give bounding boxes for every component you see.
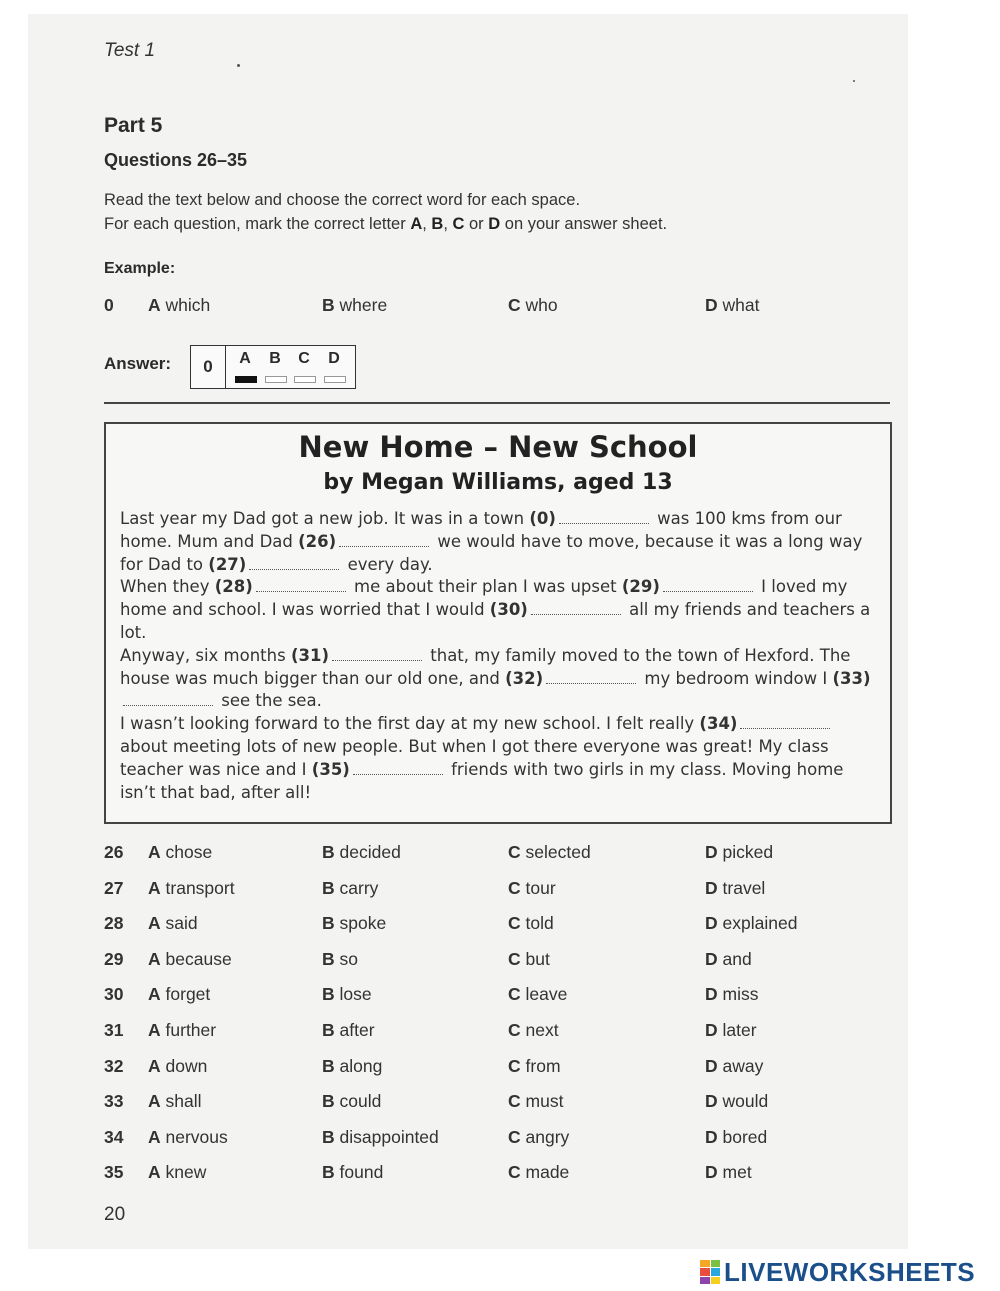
gap-27[interactable] bbox=[249, 557, 339, 570]
example-option-c: C who bbox=[508, 295, 558, 315]
question-number: 27 bbox=[104, 877, 124, 898]
answer-option-b[interactable]: B carry bbox=[322, 877, 379, 898]
story-paragraph-2: When they (28) me about their plan I was upset (29) I loved my home and school. I was worried that I would (30) all my friends and teachers a lot. bbox=[120, 577, 871, 642]
answer-option-b[interactable]: B so bbox=[322, 948, 358, 969]
answer-option-b[interactable]: B after bbox=[322, 1020, 375, 1040]
question-row bbox=[0, 949, 1000, 973]
answer-option-a[interactable]: A transport bbox=[148, 877, 235, 898]
example-label: Example: bbox=[104, 260, 176, 277]
answer-option-d[interactable]: D would bbox=[705, 1091, 769, 1112]
answer-letter-c: C bbox=[298, 350, 310, 367]
answer-option-d[interactable]: D picked bbox=[705, 842, 774, 862]
scan-speck bbox=[853, 80, 855, 82]
question-number: 31 bbox=[104, 1020, 124, 1040]
answer-option-a[interactable]: A shall bbox=[148, 1091, 202, 1112]
question-number: 35 bbox=[104, 1162, 124, 1183]
gap-34[interactable] bbox=[740, 716, 830, 729]
gap-29[interactable] bbox=[663, 579, 753, 592]
section-divider bbox=[104, 402, 890, 404]
question-row bbox=[0, 1056, 1000, 1080]
answer-option-a[interactable]: A nervous bbox=[148, 1126, 228, 1147]
instructions bbox=[104, 188, 667, 236]
question-row bbox=[0, 1091, 1000, 1115]
gap-35[interactable] bbox=[353, 762, 443, 775]
answer-option-d[interactable]: D travel bbox=[705, 877, 766, 898]
page-number: 20 bbox=[104, 1204, 126, 1225]
question-number: 34 bbox=[104, 1126, 124, 1147]
answer-option-b[interactable]: B decided bbox=[322, 842, 401, 862]
answer-option-a[interactable]: A because bbox=[148, 948, 232, 969]
question-row bbox=[0, 984, 1000, 1008]
question-number: 30 bbox=[104, 984, 124, 1005]
answer-option-b[interactable]: B spoke bbox=[322, 913, 387, 934]
answer-option-c[interactable]: C from bbox=[508, 1055, 561, 1076]
story-paragraph-4: I wasn’t looking forward to the first day at my new school. I felt really (34) about meeting lots of new people. But when I got there everyone was great! My class teacher was nice and I (35) friends with two girls in my class. Moving home isn’t that bad, after all! bbox=[120, 714, 844, 802]
example-option-d: D what bbox=[705, 295, 760, 315]
story-paragraph-1: Last year my Dad got a new job. It was in a town (0) was 100 kms from our home. Mum and Dad (26) we would have to move, because it was a long way for Dad to (27) every day. bbox=[120, 509, 863, 574]
answer-option-a[interactable]: A chose bbox=[148, 842, 213, 862]
story-paragraph-3: Anyway, six months (31) that, my family moved to the town of Hexford. The house was much bigger than our old one, and (32) my bedroom window I (33) see the sea. bbox=[120, 645, 871, 711]
example-number: 0 bbox=[104, 295, 114, 315]
answer-letter-d: D bbox=[328, 350, 340, 367]
answer-letter-a: A bbox=[239, 350, 251, 367]
answer-option-d[interactable]: D later bbox=[705, 1020, 757, 1040]
answer-option-b[interactable]: B along bbox=[322, 1055, 383, 1076]
answer-option-c[interactable]: C made bbox=[508, 1162, 570, 1183]
gap-30[interactable] bbox=[531, 602, 621, 615]
answer-number: 0 bbox=[191, 346, 226, 388]
instruction-line-2: For each question, mark the correct letter A, B, C or D on your answer sheet. bbox=[104, 215, 668, 233]
question-number: 33 bbox=[104, 1091, 124, 1112]
liveworksheets-logo[interactable] bbox=[700, 1258, 975, 1286]
answer-letter-b: B bbox=[269, 350, 281, 367]
gap-0 bbox=[559, 511, 649, 524]
answer-option-d[interactable]: D bored bbox=[705, 1126, 768, 1147]
gap-31[interactable] bbox=[332, 648, 422, 661]
answer-option-c[interactable]: C but bbox=[508, 948, 550, 969]
liveworksheets-logo-icon bbox=[700, 1260, 720, 1284]
question-row bbox=[0, 1162, 1000, 1186]
answer-option-d[interactable]: D away bbox=[705, 1055, 764, 1076]
answer-option-d[interactable]: D miss bbox=[705, 984, 759, 1005]
answer-option-c[interactable]: C next bbox=[508, 1020, 559, 1040]
question-number: 32 bbox=[104, 1055, 124, 1076]
answer-label: Answer: bbox=[104, 354, 172, 373]
answer-mark-a bbox=[235, 376, 257, 383]
answer-option-a[interactable]: A said bbox=[148, 913, 198, 934]
question-range: Questions 26–35 bbox=[104, 150, 248, 170]
story-title: New Home – New School bbox=[298, 430, 698, 464]
answer-mark-b bbox=[265, 376, 287, 383]
question-row bbox=[0, 913, 1000, 937]
answer-option-c[interactable]: C angry bbox=[508, 1126, 570, 1147]
answer-option-b[interactable]: B disappointed bbox=[322, 1126, 439, 1147]
scan-speck bbox=[237, 64, 240, 67]
answer-option-c[interactable]: C leave bbox=[508, 984, 568, 1005]
liveworksheets-logo-text: LIVEWORKSHEETS bbox=[724, 1256, 976, 1287]
question-number: 26 bbox=[104, 842, 124, 862]
answer-option-b[interactable]: B could bbox=[322, 1091, 382, 1112]
example-option-b: B where bbox=[322, 295, 388, 315]
story-text bbox=[120, 508, 876, 804]
instruction-line-1: Read the text below and choose the correct word for each space. bbox=[104, 191, 581, 209]
answer-option-c[interactable]: C selected bbox=[508, 842, 591, 862]
gap-33[interactable] bbox=[123, 693, 213, 706]
gap-28[interactable] bbox=[256, 579, 346, 592]
answer-grid bbox=[190, 345, 356, 389]
question-number: 29 bbox=[104, 948, 124, 969]
answer-option-d[interactable]: D and bbox=[705, 948, 752, 969]
answer-option-a[interactable]: A forget bbox=[148, 984, 211, 1005]
question-number: 28 bbox=[104, 913, 124, 934]
gap-32[interactable] bbox=[546, 671, 636, 684]
answer-option-c[interactable]: C must bbox=[508, 1091, 564, 1112]
example-row bbox=[0, 295, 1000, 319]
part-title: Part 5 bbox=[104, 114, 163, 137]
answer-option-d[interactable]: D met bbox=[705, 1162, 752, 1183]
test-label: Test 1 bbox=[104, 40, 156, 61]
answer-option-d[interactable]: D explained bbox=[705, 913, 798, 934]
answer-option-c[interactable]: C told bbox=[508, 913, 554, 934]
gap-26[interactable] bbox=[339, 534, 429, 547]
answer-mark-d bbox=[324, 376, 346, 383]
question-row bbox=[0, 1020, 1000, 1044]
answer-mark-c bbox=[294, 376, 316, 383]
example-option-a: A which bbox=[148, 295, 211, 315]
story-box bbox=[104, 422, 892, 824]
answer-option-a[interactable]: A further bbox=[148, 1020, 217, 1040]
question-row bbox=[0, 878, 1000, 902]
story-byline: by Megan Williams, aged 13 bbox=[323, 470, 673, 495]
answer-option-b[interactable]: B found bbox=[322, 1162, 384, 1183]
answer-option-a[interactable]: A knew bbox=[148, 1162, 207, 1183]
question-row bbox=[0, 1127, 1000, 1151]
answer-option-a[interactable]: A down bbox=[148, 1055, 208, 1076]
answer-option-b[interactable]: B lose bbox=[322, 984, 372, 1005]
answer-option-c[interactable]: C tour bbox=[508, 877, 556, 898]
question-row bbox=[0, 842, 1000, 866]
